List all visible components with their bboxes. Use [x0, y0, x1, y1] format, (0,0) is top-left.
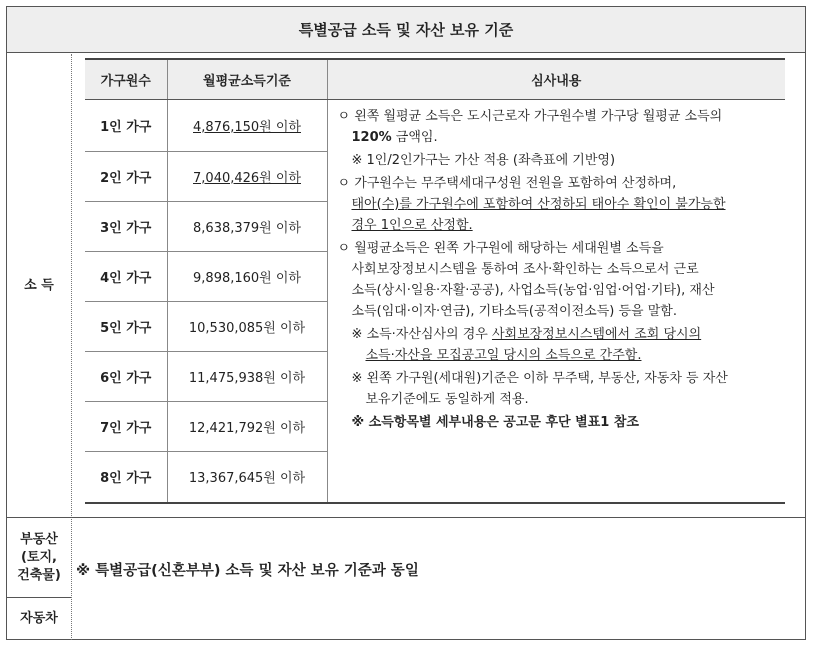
header-income: 월평균소득기준: [167, 59, 327, 99]
household-cell: 6인 가구: [85, 351, 167, 401]
income-cell: 7,040,426원 이하: [167, 151, 327, 201]
category-car: 자동차: [20, 611, 58, 626]
income-cell: 12,421,792원 이하: [167, 401, 327, 451]
household-cell: 5인 가구: [85, 301, 167, 351]
header-household: 가구원수: [85, 59, 167, 99]
income-cell: 10,530,085원 이하: [167, 301, 327, 351]
same-as-note: ※ 특별공급(신혼부부) 소득 및 자산 보유 기준과 동일: [76, 563, 419, 579]
review-content: ㅇ 왼쪽 월평균 소득은 도시근로자 가구원수별 가구당 월평균 소득의 120% 금액임. ※ 1인/2인가구는 가산 적용 (좌측표에 기반영) ㅇ 가구원수는 무주택세대구성원 전원을 포함하여 산정하며, 태아(수)를 가구원수에 포함하여 산정하되 태아수 확인이 불가능한 경우 1인으로 산정함. ㅇ 월평균소득은 왼쪽 가구원에 해당하는 세대원별 소득을 사회보장정보시스템을 통하여 조사·확인하는 소득으로서 근로 소득(상시·일용·자활·공공), 사업소득(농업·임업·어업·기타), 재산 소득(임대·이자·연금), 기타소득(공적이전소득) 등을 말함. ※ 소득·자산심사의 경우 사회보장정보시스템에서 조회 당시의 소득·자산을 모집공고일 당시의 소득으로 간주함. ※ 왼쪽 가구원(세대원)기준은 이하 무주택, 부동산, 자동차 등 자산 보유기준에도 동일하게 적용. ※ 소득항목별 세부내용은 공고문 후단 별표1 참조: [327, 99, 785, 503]
category-divider: [71, 54, 72, 640]
category-income: 소 득: [24, 277, 54, 293]
table-row: [85, 99, 785, 151]
income-cell: 13,367,645원 이하: [167, 451, 327, 503]
category-real-estate: 부동산 (토지, 건축물): [17, 532, 61, 583]
household-cell: 4인 가구: [85, 251, 167, 301]
household-cell: 1인 가구: [85, 99, 167, 151]
household-cell: 8인 가구: [85, 451, 167, 503]
income-table: [85, 58, 785, 508]
household-cell: 2인 가구: [85, 151, 167, 201]
household-cell: 7인 가구: [85, 401, 167, 451]
table-title: 특별공급 소득 및 자산 보유 기준: [7, 7, 805, 53]
header-review: 심사내용: [327, 59, 785, 99]
income-cell: 9,898,160원 이하: [167, 251, 327, 301]
income-cell: 11,475,938원 이하: [167, 351, 327, 401]
income-cell: 8,638,379원 이하: [167, 201, 327, 251]
household-cell: 3인 가구: [85, 201, 167, 251]
income-cell: 4,876,150원 이하: [167, 99, 327, 151]
row-divider: [7, 517, 805, 518]
